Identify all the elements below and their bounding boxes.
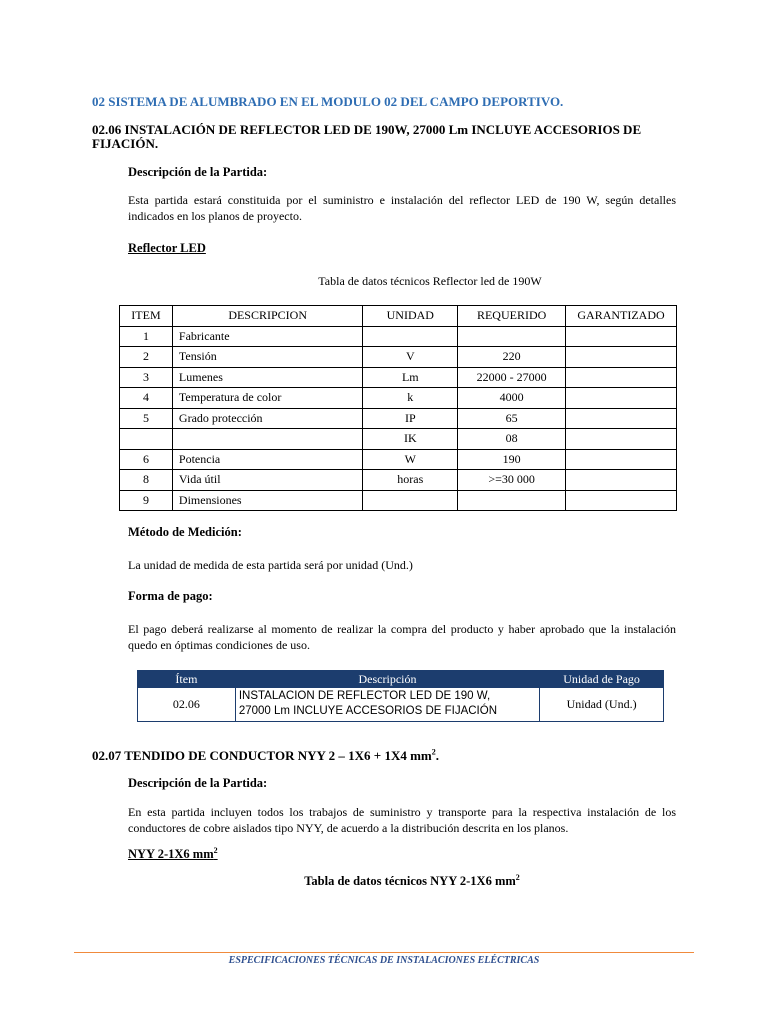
- cell-descripcion: Temperatura de color: [172, 388, 362, 409]
- payment-table-header-row: [138, 671, 664, 688]
- cell-item: 4: [120, 388, 173, 409]
- cell-requerido: 08: [458, 429, 566, 450]
- cell-item: 2: [120, 347, 173, 368]
- item-0207-desc-text: En esta partida incluyen todos los trabajos de suministro y transporte para la respectiva instalación de los conductores de cobre aislados tipo NYY, de acuerdo a la distribución descrita en los planos.: [128, 805, 676, 835]
- cell-garantizado: [566, 388, 677, 409]
- nyy-subheading-text: NYY 2-1X6 mm: [128, 847, 214, 861]
- item-0206-desc-text: Esta partida estará constituida por el suministro e instalación del reflector LED de 190 W, según detalles indicados en los planos de proyecto.: [128, 193, 676, 223]
- cell-unidad: IK: [363, 429, 458, 450]
- cell-unidad: [363, 326, 458, 347]
- reflector-led-subheading: Reflector LED: [128, 241, 206, 255]
- cell-item: 3: [120, 367, 173, 388]
- table-row: [120, 470, 677, 491]
- cell-descripcion: Grado protección: [172, 408, 362, 429]
- method-label: Método de Medición:: [128, 525, 242, 539]
- payment-label: Forma de pago:: [128, 589, 213, 603]
- cell-garantizado: [566, 449, 677, 470]
- col-header-descripcion: DESCRIPCION: [172, 306, 362, 327]
- pay-cell-unidad: Unidad (Und.): [540, 688, 664, 722]
- footer-rule: [74, 952, 694, 953]
- cell-item: 9: [120, 490, 173, 511]
- item-0207-desc-label: Descripción de la Partida:: [128, 776, 268, 790]
- nyy-subheading-sup: 2: [213, 845, 218, 855]
- cell-requerido: 4000: [458, 388, 566, 409]
- cell-garantizado: [566, 429, 677, 450]
- cell-descripcion: Potencia: [172, 449, 362, 470]
- cell-unidad: IP: [363, 408, 458, 429]
- payment-table: [137, 670, 664, 722]
- nyy-subheading: [128, 847, 218, 862]
- cell-garantizado: [566, 470, 677, 491]
- col-header-garantizado: GARANTIZADO: [566, 306, 677, 327]
- payment-text: El pago deberá realizarse al momento de realizar la compra del producto y haber aprobado que la instalación quedo en óptimas condiciones de uso.: [128, 622, 676, 652]
- table-row: [120, 388, 677, 409]
- col-header-item: ITEM: [120, 306, 173, 327]
- cell-unidad: [363, 490, 458, 511]
- cell-unidad: k: [363, 388, 458, 409]
- table-row: [120, 326, 677, 347]
- cell-requerido: [458, 490, 566, 511]
- nyy-table-caption: [110, 874, 714, 889]
- cell-garantizado: [566, 408, 677, 429]
- cell-descripcion: Tensión: [172, 347, 362, 368]
- cell-unidad: Lm: [363, 367, 458, 388]
- cell-requerido: [458, 326, 566, 347]
- nyy-table-caption-sup: 2: [515, 872, 520, 882]
- table-row: [120, 408, 677, 429]
- pay-col-descripcion: Descripción: [235, 671, 539, 688]
- table-header-row: [120, 306, 677, 327]
- pay-col-unidad-pago: Unidad de Pago: [540, 671, 664, 688]
- cell-garantizado: [566, 347, 677, 368]
- cell-item: 8: [120, 470, 173, 491]
- cell-item: 5: [120, 408, 173, 429]
- cell-requerido: >=30 000: [458, 470, 566, 491]
- col-header-unidad: UNIDAD: [363, 306, 458, 327]
- reflector-table-caption: Tabla de datos técnicos Reflector led de 190W: [318, 274, 542, 288]
- table-row: [120, 449, 677, 470]
- cell-descripcion: Dimensiones: [172, 490, 362, 511]
- table-row: [138, 688, 664, 722]
- cell-unidad: V: [363, 347, 458, 368]
- cell-unidad: W: [363, 449, 458, 470]
- pay-cell-descripcion: [235, 688, 539, 722]
- cell-unidad: horas: [363, 470, 458, 491]
- table-row: [120, 429, 677, 450]
- nyy-table-caption-text: Tabla de datos técnicos NYY 2-1X6 mm: [304, 874, 516, 888]
- cell-requerido: 190: [458, 449, 566, 470]
- cell-garantizado: [566, 490, 677, 511]
- cell-item: 6: [120, 449, 173, 470]
- table-row: [120, 367, 677, 388]
- cell-garantizado: [566, 367, 677, 388]
- cell-requerido: 220: [458, 347, 566, 368]
- cell-descripcion: Lumenes: [172, 367, 362, 388]
- cell-item: 1: [120, 326, 173, 347]
- cell-descripcion: Fabricante: [172, 326, 362, 347]
- page-footer: ESPECIFICACIONES TÉCNICAS DE INSTALACIONES ELÉCTRICAS: [228, 955, 540, 966]
- item-0207-heading-sup: 2: [431, 747, 436, 757]
- cell-item: [120, 429, 173, 450]
- item-0207-heading: [92, 748, 439, 764]
- pay-desc-line-1: INSTALACION DE REFLECTOR LED DE 190 W,: [238, 690, 491, 702]
- pay-cell-item: 02.06: [138, 688, 236, 722]
- pay-desc-line-2: 27000 Lm INCLUYE ACCESORIOS DE FIJACIÓN: [238, 705, 498, 717]
- item-0206-desc-label: Descripción de la Partida:: [128, 165, 268, 179]
- method-text: La unidad de medida de esta partida será por unidad (Und.): [128, 558, 413, 572]
- cell-descripcion: [172, 429, 362, 450]
- pay-col-item: Ítem: [138, 671, 236, 688]
- item-0207-heading-end: .: [435, 748, 440, 763]
- item-0206-heading: 02.06 INSTALACIÓN DE REFLECTOR LED DE 190W, 27000 Lm INCLUYE ACCESORIOS DE FIJACIÓN.: [92, 122, 642, 151]
- cell-requerido: 65: [458, 408, 566, 429]
- table-row: [120, 347, 677, 368]
- table-row: [120, 490, 677, 511]
- item-0207-heading-text: 02.07 TENDIDO DE CONDUCTOR NYY 2 – 1X6 + 1X4 mm: [92, 748, 432, 763]
- section-title: 02 SISTEMA DE ALUMBRADO EN EL MODULO 02 DEL CAMPO DEPORTIVO.: [92, 94, 564, 109]
- col-header-requerido: REQUERIDO: [458, 306, 566, 327]
- cell-requerido: 22000 - 27000: [458, 367, 566, 388]
- cell-garantizado: [566, 326, 677, 347]
- cell-descripcion: Vida útil: [172, 470, 362, 491]
- reflector-tech-table: [119, 305, 677, 511]
